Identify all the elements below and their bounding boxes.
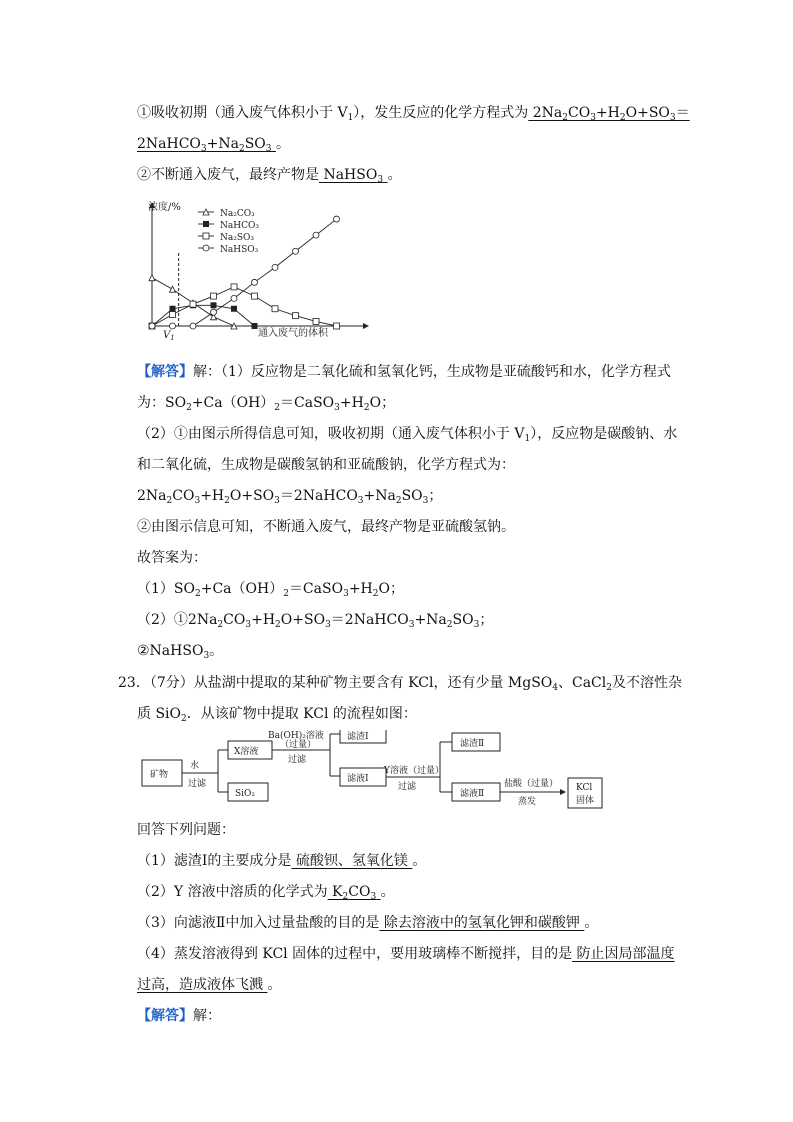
label-water: 水 bbox=[190, 761, 200, 771]
label-sio2: SiO₂ bbox=[235, 789, 256, 799]
point-NaHCO3-4 bbox=[231, 306, 237, 312]
q23-answer-start: 【解答】解： bbox=[137, 1008, 221, 1024]
series-line-NaHCO3 bbox=[152, 305, 255, 326]
chart-xlabel: 通入废气的体积 bbox=[258, 328, 328, 339]
label-kcl-solid: 固体 bbox=[576, 796, 595, 806]
series-line-Na2SO3 bbox=[152, 287, 337, 326]
answer-line-10: ②NaHSO$_3$。 bbox=[137, 643, 224, 661]
point-Na2SO3-5 bbox=[252, 293, 258, 299]
q22-line-3: ②不断通入废气，最终产物是 NaHSO$_3$ 。 bbox=[137, 167, 402, 185]
legend-label-Na2CO3: Na₂CO₃ bbox=[220, 209, 255, 219]
answer-line-1: 【解答】解：（1）反应物是二氧化硫和氢氧化钙，生成物是亚硫酸钙和水，化学方程式 bbox=[137, 364, 671, 380]
label-evaporate: 蒸发 bbox=[518, 797, 537, 807]
label-hcl: 盐酸（过量） bbox=[504, 779, 559, 789]
answer-line-8: $(1)SO_2+Ca(OH)_2=CaSO_3+H_2O$； bbox=[137, 581, 404, 599]
chart-v1-label: $V_1$ bbox=[163, 330, 175, 342]
label-filtrate-1: 滤液Ⅰ bbox=[347, 774, 369, 784]
label-x-solution: X溶液 bbox=[234, 747, 259, 757]
legend-marker-NaHCO3 bbox=[203, 221, 209, 227]
q23-line-2: 质 SiO$_2$．从该矿物中提取 KCl 的流程如图： bbox=[137, 706, 417, 724]
answer-line-9: $(2)①2Na_2CO_3+H_2O+SO_3=2NaHCO_3+Na_2SO_3$； bbox=[137, 612, 494, 630]
point-NaHCO3-3 bbox=[211, 302, 217, 308]
point-Na2SO3-4 bbox=[231, 284, 237, 290]
point-NaHCO3-5 bbox=[252, 323, 258, 329]
q23-part-3: （3）向滤液Ⅱ中加入过量盐酸的目的是 除去溶液中的氢氧化钾和碳酸钾 。 bbox=[137, 915, 599, 931]
legend-label-Na2SO3: Na₂SO₃ bbox=[220, 233, 255, 243]
series-NaHCO3 bbox=[149, 302, 258, 329]
chart-ylabel: 浓度/% bbox=[148, 202, 181, 213]
point-NaHSO3-8 bbox=[313, 232, 319, 238]
point-NaHSO3-4 bbox=[231, 295, 237, 301]
q23-part-4: （4）蒸发溶液得到 KCl 固体的过程中，要用玻璃棒不断搅拌，目的是 防止因局部温度 bbox=[137, 946, 675, 962]
kcl-flow-diagram bbox=[140, 730, 610, 810]
point-NaHSO3-1 bbox=[170, 323, 176, 329]
q23-line-1: 23．（7分）从盐湖中提取的某种矿物主要含有 KCl，还有少量 MgSO$_4$、CaCl$_2$及不溶性杂 bbox=[118, 675, 682, 693]
answer-line-2: 为：$SO_2+Ca(OH)_2=CaSO_3+H_2O$； bbox=[137, 395, 396, 413]
q22-line-1: ①吸收初期（通入废气体积小于 $V_1$），发生反应的化学方程式为 $2Na_2CO_3+H_2O+SO_3=$ bbox=[137, 105, 690, 123]
point-Na2SO3-7 bbox=[293, 313, 299, 319]
label-kcl: KCl bbox=[576, 783, 593, 793]
label-y-solution: Y溶液（过量） bbox=[384, 766, 444, 776]
label-filter-3: 过滤 bbox=[398, 782, 417, 792]
q23-part-4-cont: 过高，造成液体飞溅 。 bbox=[137, 977, 282, 993]
point-NaHSO3-9 bbox=[334, 216, 340, 222]
point-NaHSO3-0 bbox=[149, 323, 155, 329]
label-baoh2: Ba(OH)₂溶液 bbox=[268, 731, 324, 741]
label-residue-2: 滤渣Ⅱ bbox=[460, 739, 485, 749]
legend-label-NaHCO3: NaHCO₃ bbox=[220, 221, 259, 231]
point-NaHCO3-1 bbox=[170, 306, 176, 312]
point-NaHSO3-6 bbox=[272, 264, 278, 270]
point-NaHSO3-3 bbox=[211, 309, 217, 315]
answer-tag: 【解答】 bbox=[137, 364, 193, 380]
answer-line-6: ②由图示信息可知，不断通入废气，最终产物是亚硫酸氢钠。 bbox=[137, 519, 515, 535]
point-Na2SO3-2 bbox=[190, 301, 196, 307]
q23-prompt: 回答下列问题： bbox=[137, 822, 235, 838]
answer-line-3: （2）①由图示所得信息可知，吸收初期（通入废气体积小于 $V_1$），反应物是碳酸钠、水 bbox=[137, 426, 678, 444]
label-excess-1: （过量） bbox=[280, 740, 317, 750]
point-NaHSO3-2 bbox=[190, 323, 196, 329]
answer-line-7: 故答案为： bbox=[137, 550, 207, 566]
label-residue-1: 滤渣Ⅰ bbox=[347, 732, 369, 742]
q23-part-1: （1）滤渣Ⅰ的主要成分是 硫酸钡、氢氧化镁 。 bbox=[137, 853, 427, 869]
q23-part-2: （2）Y 溶液中溶质的化学式为 $K_2CO_3$ 。 bbox=[137, 884, 395, 902]
point-Na2SO3-6 bbox=[272, 306, 278, 312]
label-filter-1: 过滤 bbox=[188, 779, 207, 789]
answer-line-5: $2Na_2CO_3+H_2O+SO_3=2NaHCO_3+Na_2SO_3$； bbox=[137, 488, 443, 506]
label-filtrate-2: 滤液Ⅱ bbox=[460, 789, 485, 799]
answer-line-4: 和二氧化硫，生成物是碳酸氢钠和亚硫酸钠，化学方程式为： bbox=[137, 457, 515, 473]
legend-label-NaHSO3: NaHSO₃ bbox=[220, 245, 259, 255]
point-Na2CO3-0 bbox=[149, 275, 155, 281]
legend-marker-Na2SO3 bbox=[203, 233, 209, 239]
label-filter-2: 过滤 bbox=[288, 755, 307, 765]
concentration-chart bbox=[140, 196, 380, 346]
point-Na2SO3-1 bbox=[170, 312, 176, 318]
point-NaHSO3-7 bbox=[293, 248, 299, 254]
point-Na2SO3-9 bbox=[334, 323, 340, 329]
chart-x-arrow bbox=[363, 323, 369, 329]
q22-line-2: $2NaHCO_3+Na_2SO_3$ 。 bbox=[137, 136, 290, 154]
legend-marker-NaHSO3 bbox=[203, 245, 209, 251]
point-NaHSO3-5 bbox=[252, 279, 258, 285]
point-Na2SO3-8 bbox=[313, 318, 319, 324]
label-mineral: 矿物 bbox=[150, 770, 169, 780]
point-Na2SO3-3 bbox=[211, 293, 217, 299]
point-Na2CO3-1 bbox=[170, 286, 176, 292]
